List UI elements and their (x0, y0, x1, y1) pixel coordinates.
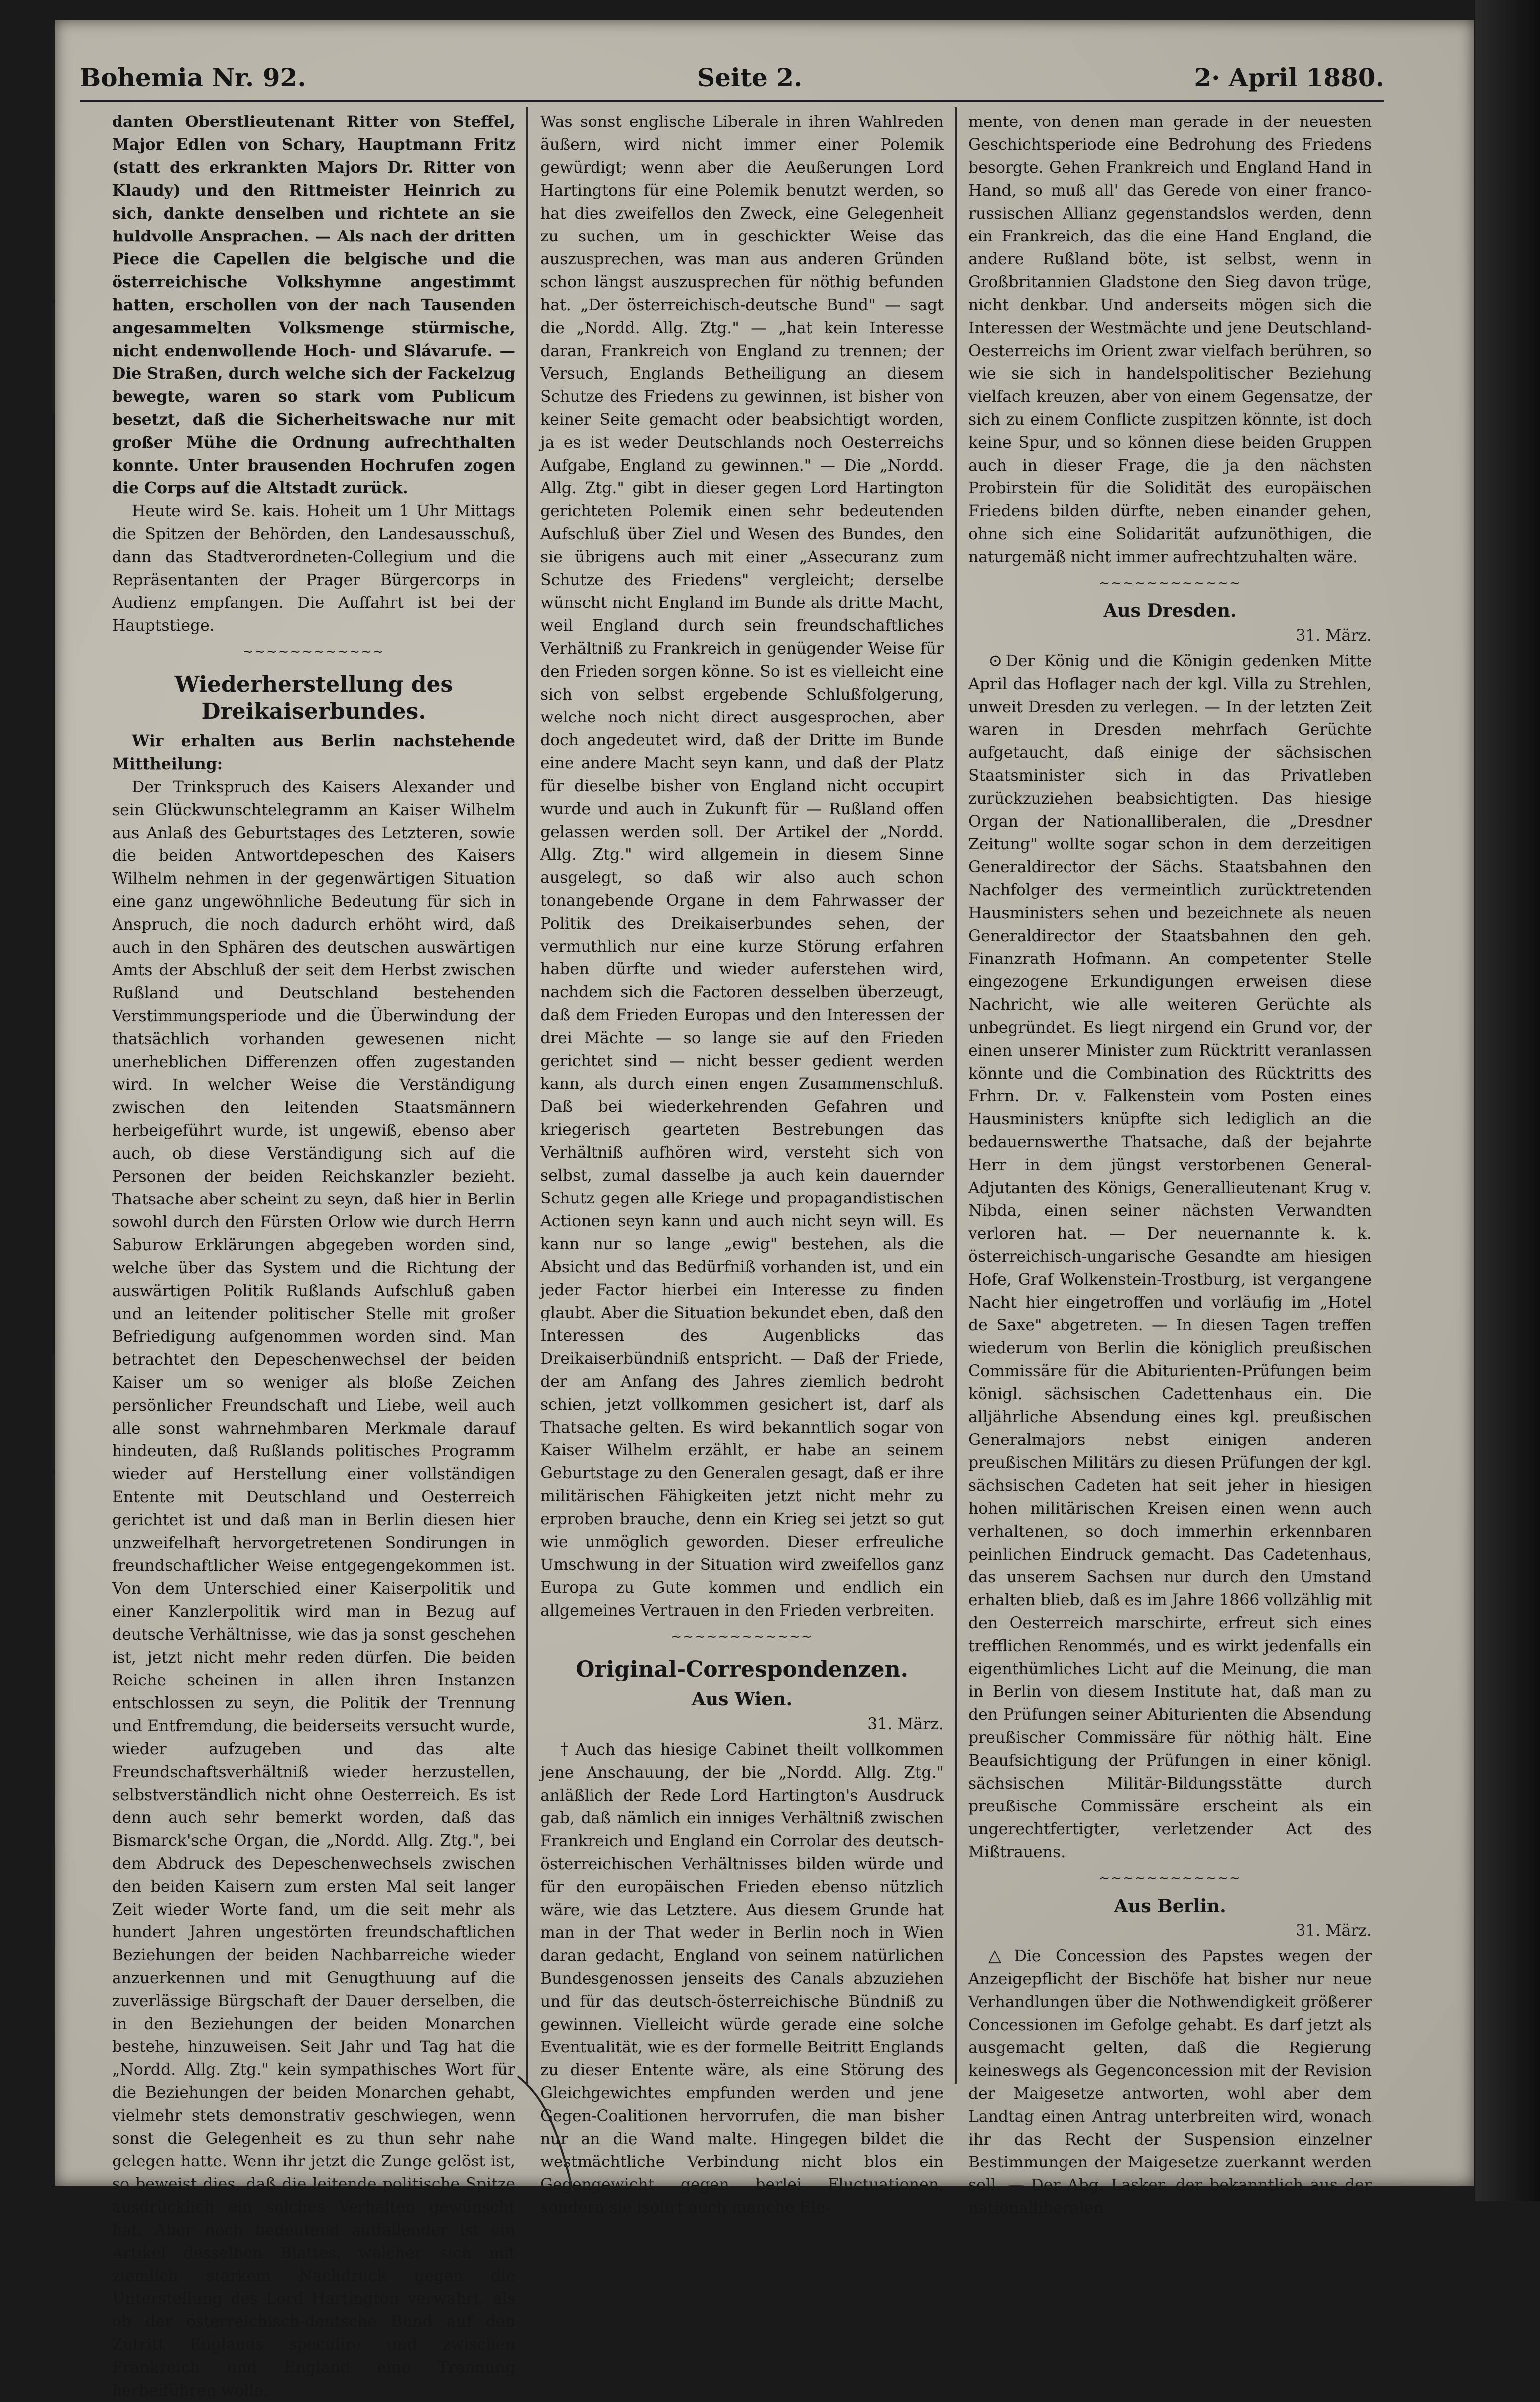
paragraph: Was sonst englische Liberale in ihren Wahlreden äußern, wird nicht immer einer Polemik gewürdigt; wenn aber die Aeußerungen Lord Hartingtons für eine Polemik benutzt werden, so hat dies zweifellos den Zweck, eine Gelegenheit zu suchen, um in geschickter Weise das auszusprechen, was man aus anderen Gründen schon längst auszusprechen für nöthig befunden hat. „Der österreichisch-deutsche Bund" — sagt die „Nordd. Allg. Ztg." — „hat kein Interesse daran, Frankreich von England zu trennen; der Versuch, Englands Betheiligung an diesem Schutze des Friedens zu gewinnen, ist bisher von keiner Seite gemacht oder beabsichtigt worden, ja es ist weder Deutschlands noch Oesterreichs Aufgabe, England zu gewinnen." — Die „Nordd. Allg. Ztg." gibt in dieser gegen Lord Hartington gerichteten Polemik einen sehr bedeutenden Aufschluß über Ziel und Wesen des Bundes, den sie übrigens auch mit einer „Assecuranz zum Schutze des Friedens" vergleicht; derselbe wünscht nicht England im Bunde als dritte Macht, weil England durch sein freundschaftliches Verhältniß zu Frankreich in genügender Weise für den Frieden sorgen könne. So ist es vielleicht eine sich von selbst ergebende Schlußfolgerung, welche noch nicht direct ausgesprochen, aber doch angedeutet wird, daß der Dritte im Bunde eine andere Macht seyn kann, und daß der Platz für dieselbe bisher von England nicht occupirt wurde und auch in Zukunft für — Rußland offen gelassen werden soll. Der Artikel der „Nordd. Allg. Ztg." wird allgemein in diesem Sinne ausgelegt, so daß wir also auch schon tonangebende Organe in dem Fahrwasser der Politik des Dreikaiserbundes sehen, der vermuthlich nur eine kurze Störung erfahren haben dürfte und wieder auferstehen wird, nachdem sich die Factoren desselben überzeugt, daß dem Frieden Europas und den Interessen der drei Mächte — so lange sie auf den Frieden gerichtet sind — nicht besser gedient werden kann, als durch einen engen Zusammenschluß. Daß bei wiederkehrenden Gefahren und kriegerisch gearteten Bestrebungen das Verhältniß aufhören wird, versteht sich von selbst, zumal dasselbe ja auch kein dauernder Schutz gegen alle Kriege und propagandistischen Actionen seyn kann und auch nicht seyn will. Es kann nur so lange „ewig" bestehen, als die Absicht und das Bedürfniß vorhanden ist, und ein jeder Factor hierbei ein Interesse zu finden glaubt. Aber die Situation bekundet eben, daß den Interessen des Augenblicks das Dreikaiserbündniß entspricht. — Daß der Friede, der am Anfang des Jahres ziemlich bedroht schien, jetzt vollkommen gesichert ist, darf als Thatsache gelten. Es wird bekanntlich sogar von Kaiser Wilhelm erzählt, er habe an seinem Geburtstage zu den Generalen gesagt, daß er ihre militärischen Fähigkeiten jetzt nicht mehr zu erproben brauche, denn ein Krieg sei jetzt so gut wie unmöglich geworden. Dieser erfreuliche Umschwung in der Situation wird zweifellos ganz Europa zu Gute kommen und endlich ein allgemeines Vertrauen in den Frieden verbreiten. (540, 113, 944, 1620)
page-header (80, 55, 1384, 102)
paragraph-text: Der König und die Königin gedenken Mitte April das Hoflager nach der kgl. Villa zu Strehlen, unweit Dresden zu verlegen. — In der letzten Zeit waren in Dresden mehrfach Gerüchte aufgetaucht, daß einige der sächsischen Staatsminister sich in das Privatleben zurückzuziehen beabsichtigten. Das hiesige Organ der Nationalliberalen, die „Dresdner Zeitung" wollte sogar schon in dem derzeitigen Generaldirector der Sächs. Staatsbahnen den Nachfolger des vermeintlich zurücktretenden Hausministers sehen und bezeichnete als neuen Generaldirector der Staatsbahnen den geh. Finanzrath Hofmann. An competenter Stelle eingezogene Erkundigungen erweisen diese Nachricht, wie alle weiteren Gerüchte als unbegründet. Es liegt nirgend ein Grund vor, der einen unserer Minister zum Rücktritt veranlassen könnte und die Combination des Rücktritts des Frhrn. Dr. v. Falkenstein vom Posten eines Hausministers knüpfte sich lediglich an die bedauernswerthe Thatsache, daß der bejahrte Herr in dem jüngst verstorbenen General-Adjutanten des Königs, Generallieutenant Krug v. Nibda, einen seiner nächsten Verwandten verloren hat. — Der neuernannte k. k. österreichisch-ungarische Gesandte am hiesigen Hofe, Graf Wolkenstein-Trostburg, ist vergangene Nacht hier eingetroffen und vorläufig im „Hotel de Saxe" abgetreten. — In diesen Tagen treffen wiederum von Berlin die königlich preußischen Commissäre für die Abiturienten-Prüfungen beim königl. sächsischen Cadettenhaus ein. Die alljährliche Absendung eines kgl. preußischen Generalmajors nebst einigen anderen preußischen Militärs zu diesen Prüfungen der kgl. sächsischen Cadeten hat seit jeher in hiesigen hohen militärischen Kreisen einen wenn auch verhaltenen, so doch immerhin erkennbaren peinlichen Eindruck gemacht. Das Cadetenhaus, das unserem Sachsen nur durch den Umstand erhalten blieb, daß es im Jahre 1866 vollzählig mit den Oesterreich marschirte, erfreut sich eines trefflichen Renommés, und es wirkt jedenfalls ein eigenthümliches Licht auf die Meinung, die man in Berlin von diesem Institute hat, daß man zu den Prüfungen seiner Abiturienten die Absendung preußischer Commissäre für nöthig hält. Eine Beaufsichtigung der Prüfungen in einer königl. sächsischen Militär-Bildungsstätte durch preußische Commissäre erscheint als ein ungerechtfertigter, verletzender Act des Mißtrauens. (968, 652, 1372, 1861)
column-1 (112, 111, 515, 2402)
page-number: Seite 2. (697, 63, 803, 92)
paragraph (540, 1738, 944, 2219)
correspondent-circle-icon: ⊙ (988, 651, 1003, 671)
paragraph: Wir erhalten aus Berlin nachstehende Mittheilung: (112, 732, 515, 773)
dateline-date: 31. März. (867, 1715, 944, 1733)
paragraph: mente, von denen man gerade in der neuesten Geschichtsperiode eine Bedrohung des Friedens besorgte. Gehen Frankreich und England Hand in Hand, so muß all' das Gerede von einer franco-russischen Allianz gegenstandslos werden, denn ein Frankreich, das die eine Hand England, die andere Rußland böte, ist selbst, wenn in Großbritannien Gladstone den Sieg davon trüge, nicht denkbar. Und anderseits mögen sich die Interessen der Westmächte und jene Deutschland-Oesterreichs im Orient zwar vielfach berühren, so wie sie sich in handelspolitischer Beziehung vielfach kreuzen, aber von einem Gegensatze, der sich zu einem Conflicte zuspitzen könnte, ist doch keine Spur, und so können diese beiden Gruppen auch in dieser Frage, die ja den nächsten Probirstein für die Solidität des europäischen Friedens bilden dürfte, neben einander gehen, ohne sich eine Solidarität aufzunöthigen, die naturgemäß nicht immer aufrechtzuhalten wäre. (968, 113, 1372, 566)
paragraph: danten Oberstlieutenant Ritter von Steffel, Major Edlen von Schary, Hauptmann Fritz (statt des erkrankten Majors Dr. Ritter von Klaudy) und den Rittmeister Heinrich zu sich, dankte denselben und richtete an sie huldvolle Ansprachen. — Als nach der dritten Piece die Capellen die belgische und die österreichische Volkshymne angestimmt hatten, erschollen von der nach Tausenden angesammelten Volksmenge stürmische, nicht endenwollende Hoch- und Slávarufe. — Die Straßen, durch welche sich der Fackelzug bewegte, waren so stark vom Publicum besetzt, daß die Sicherheitswache nur mit großer Mühe die Ordnung aufrechthalten konnte. Unter brausenden Hochrufen zogen die Corps auf die Altstadt zurück. (112, 113, 515, 497)
paragraph (968, 1944, 1372, 2220)
paragraph: Heute wird Se. kais. Hoheit um 1 Uhr Mittags die Spitzen der Behörden, den Landesausschuß, dann das Stadtverordneten-Collegium und die Repräsentanten der Prager Bürgercorps in Audienz empfangen. Die Auffahrt ist bei der Hauptstiege. (112, 502, 515, 635)
article-heading: Wiederherstellung des Dreikaiserbundes. (174, 672, 453, 724)
section-heading: Original-Correspondenzen. (576, 1657, 908, 1682)
column-rule (955, 107, 957, 2084)
paragraph: Der Trinkspruch des Kaisers Alexander und sein Glückwunschtelegramm an Kaiser Wilhelm aus Anlaß des Geburtstages des Letzteren, sowie die beiden Antwortdepeschen des Kaisers Wilhelm nehmen in der gegenwärtigen Situation eine ganz ungewöhnliche Bedeutung für sich in Anspruch, die noch dadurch erhöht wird, daß auch in den Sphären des deutschen auswärtigen Amts der Abschluß der seit dem Herbst zwischen Rußland und Deutschland bestehenden Verstimmungsperiode und die Überwindung der thatsächlich vorhanden gewesenen nicht unerheblichen Differenzen offen zugestanden wird. In welcher Weise die Verständigung zwischen den leitenden Staatsmännern herbeigeführt wurde, ist ungewiß, ebenso aber auch, ob diese Verständigung sich auf die Personen der beiden Reichskanzler bezieht. Thatsache aber scheint zu seyn, daß hier in Berlin sowohl durch den Fürsten Orlow wie durch Herrn Saburow Erklärungen abgegeben worden sind, welche über das System und die Richtung der auswärtigen Politik Rußlands Aufschluß gaben und an leitender politischer Stelle mit großer Befriedigung aufgenommen worden sind. Man betrachtet den Depeschenwechsel der beiden Kaiser um so weniger als bloße Zeichen persönlicher Freundschaft und Liebe, weil auch alle sonst wahrnehmbaren Merkmale darauf hindeuten, daß Rußlands politisches Programm wieder auf Herstellung einer vollständigen Entente mit Deutschland und Oesterreich gerichtet ist und daß man in Berlin diesen hier unzweifelhaft hervorgetretenen Sondirungen in freundschaftlicher Weise entgegengekommen ist. Von dem Unterschied einer Kaiserpolitik und einer Kanzlerpolitik wird man in Bezug auf deutsche Verhältnisse, wie das ja sonst geschehen ist, jetzt nicht mehr reden dürfen. Die beiden Reiche scheinen in allen ihren Instanzen entschlossen zu seyn, die Politik der Trennung und Entfremdung, die beiderseits versucht wurde, wieder aufzugeben und das alte Freundschaftsverhältniß wieder herzustellen, selbstverständlich nicht ohne Oesterreich. Es ist denn auch sehr bemerkt worden, daß das Bismarck'sche Organ, die „Nordd. Allg. Ztg.", bei dem Abdruck des Depeschenwechsels zwischen den beiden Kaisern zum ersten Mal seit langer Zeit wieder Worte fand, um die seit mehr als hundert Jahren ungestörten freundschaftlichen Beziehungen der beiden Nachbarreiche wieder anzuerkennen und mit Genugthuung auf die zuverlässige Bürgschaft der Dauer derselben, die in den Beziehungen der beiden Monarchen bestehe, hinzuweisen. Seit Jahr und Tag hat die „Nordd. Allg. Ztg." kein sympathisches Wort für die Beziehungen der beiden Monarchen gehabt, vielmehr stets demonstrativ geschwiegen, wenn sonst die Gelegenheit es zu thun sehr nahe gelegen hatte. Wenn ihr jetzt die Zunge gelöst ist, so beweist dies, daß die leitende politische Spitze ausdrücklich ein solches Verhalten gewünscht hat. Aber noch bedeutend auffallender ist ein Artikel desselben Blattes, welcher sich mit ziemlich starkem Nachdruck gegen die Unterstellung des Lord Hartington verwahrt, als ob der österreichisch-deutsche Bund auf den Zutritt Englands speculire und zwischen Frankreich und England eine Trennung herbeiführen wolle. (112, 778, 515, 2400)
dateline-place: Aus Dresden. (1103, 600, 1237, 621)
column-2 (540, 111, 944, 2219)
ornament-divider: ~~~~~~~~~~~~ (671, 1629, 813, 1644)
ornament-divider: ~~~~~~~~~~~~ (242, 644, 385, 659)
dateline-place: Aus Wien. (692, 1689, 792, 1710)
dateline-date: 31. März. (1296, 1922, 1372, 1940)
dateline-date: 31. März. (1296, 627, 1372, 645)
ornament-divider: ~~~~~~~~~~~~ (1099, 1871, 1241, 1886)
dateline-place: Aus Berlin. (1114, 1896, 1226, 1917)
paragraph (968, 649, 1372, 1864)
masthead-issue: Bohemia Nr. 92. (80, 63, 306, 92)
scan-edge (1475, 0, 1540, 2201)
column-3 (968, 111, 1372, 2220)
column-rule (526, 107, 528, 2084)
paragraph-text: Auch das hiesige Cabinet theilt vollkommen jene Anschauung, der bie „Nordd. Allg. Ztg." anläßlich der Rede Lord Hartington's Ausdruck gab, daß nämlich ein inniges Verhältniß zwischen Frankreich und England ein Corrolar des deutsch-österreichischen Verhältnisses bilden würde und für den europäischen Frieden ebenso nützlich wäre, wie das Letztere. Aus diesem Grunde hat man in der That weder in Berlin noch in Wien daran gedacht, England von seinem natürlichen Bundesgenossen jenseits des Canals abzuziehen und für das deutsch-österreichische Bündniß zu gewinnen. Vielleicht würde gerade eine solche Eventualität, wie es der formelle Beitritt Englands zu dieser Entente wäre, als eine Störung des Gleichgewichtes empfunden werden und jene Gegen-Coalitionen hervorrufen, die man bisher nur an die Wand malte. Hingegen bildet die westmächtliche Verbindung nicht blos ein Gegengewicht gegen berlei Fluctuationen, sondern sie isolirt auch manche Ele- (540, 1741, 944, 2217)
paragraph-text: Die Concession des Papstes wegen der Anzeigepflicht der Bischöfe hat bisher nur neue Verhandlungen über die Nothwendigkeit größerer Concessionen im Gefolge gehabt. Es darf jetzt als ausgemacht gelten, daß die Regierung keineswegs als Gegenconcession mit der Revision der Maigesetze antworten, wohl aber dem Landtag einen Antrag unterbreiten wird, wonach ihr das Recht der Suspension einzelner Bestimmungen der Maigesetze zuerkannt werden soll. — Der Abg. Lasker, der bekanntlich aus der nationalliberalen (968, 1947, 1372, 2217)
issue-date: 2· April 1880. (1194, 63, 1384, 92)
correspondent-cross-icon: † (560, 1739, 573, 1759)
ornament-divider: ~~~~~~~~~~~~ (1099, 576, 1241, 591)
correspondent-triangle-icon: △ (988, 1946, 1011, 1966)
scan-scratch-mark (513, 2066, 592, 2196)
